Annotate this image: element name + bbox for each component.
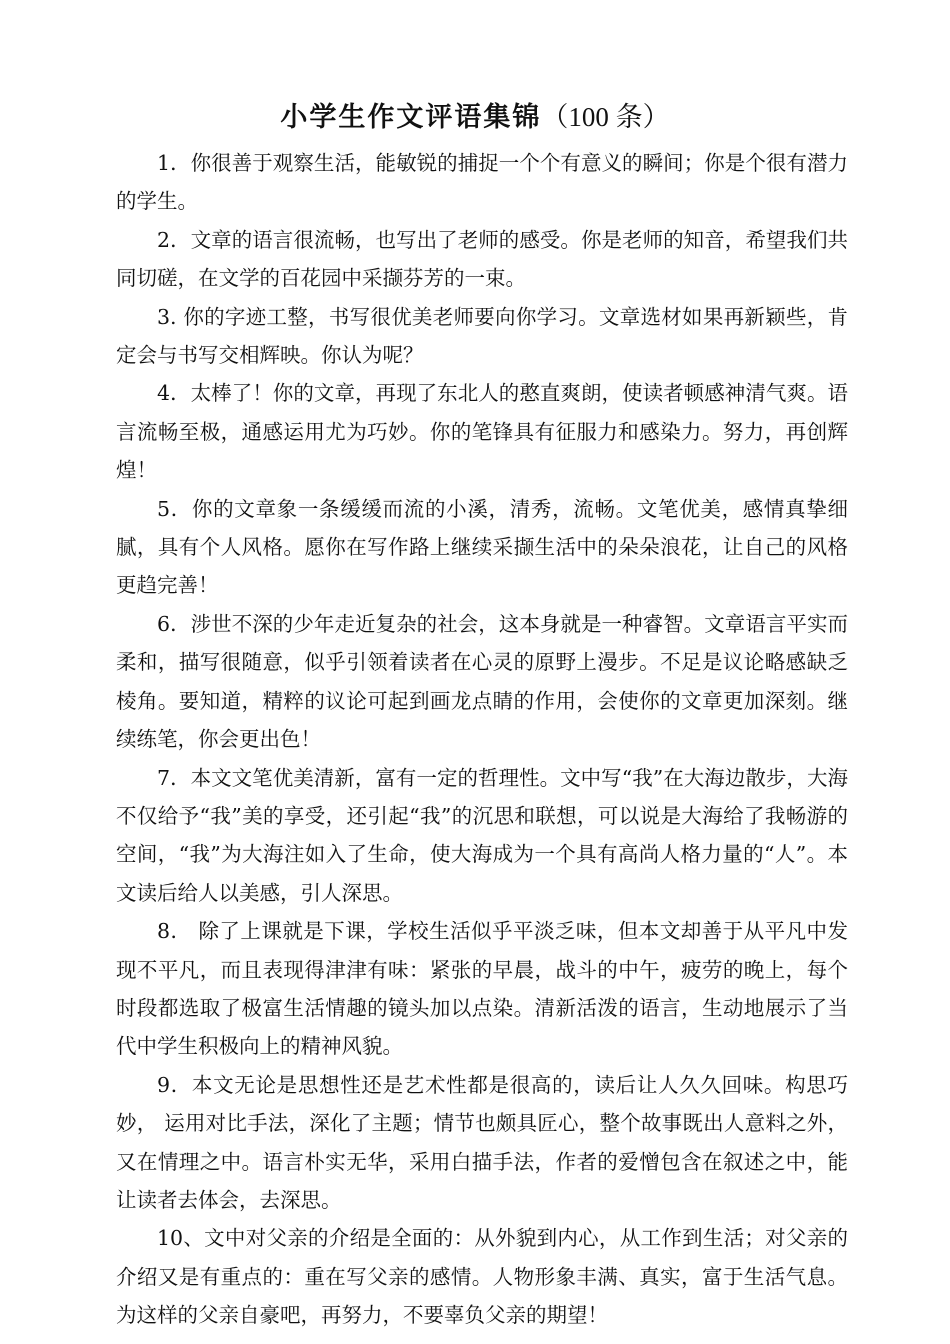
comment-paragraph-10: 10、文中对父亲的介绍是全面的：从外貌到内心，从工作到生活；对父亲的介绍又是有重点的：重在写父亲的感情。人物形象丰满、真实，富于生活气息。为这样的父亲自豪吧，再努力，不要辜负父亲的期望！ bbox=[116, 1226, 848, 1328]
comment-paragraph-6: 6．涉世不深的少年走近复杂的社会，这本身就是一种睿智。文章语言平实而柔和，描写很随意，似乎引领着读者在心灵的原野上漫步。不足是议论略感缺乏棱角。要知道，精粹的议论可起到画龙点睛的作用，会使你的文章更加深刻。继续练笔，你会更出色！ bbox=[116, 611, 848, 752]
title-text: 小学生作文评语集锦 bbox=[280, 102, 542, 133]
comment-paragraph-4: 4．太棒了！你的文章，再现了东北人的憨直爽朗，使读者顿感神清气爽。语言流畅至极，通感运用尤为巧妙。你的笔锋具有征服力和感染力。努力，再创辉煌！ bbox=[116, 381, 848, 483]
comments-list bbox=[116, 144, 848, 1335]
comment-paragraph-1: 1．你很善于观察生活，能敏锐的捕捉一个个有意义的瞬间；你是个很有潜力的学生。 bbox=[116, 151, 848, 214]
document-title bbox=[0, 94, 950, 141]
comment-paragraph-7: 7．本文文笔优美清新，富有一定的哲理性。文中写“我”在大海边散步，大海不仅给予“我”美的享受，还引起“我”的沉思和联想，可以说是大海给了我畅游的空间，“我”为大海注如入了生命，使大海成为一个具有高尚人格力量的“人”。本文读后给人以美感，引人深思。 bbox=[116, 765, 848, 905]
comment-paragraph-2: 2．文章的语言很流畅，也写出了老师的感受。你是老师的知音，希望我们共同切磋，在文学的百花园中采撷芬芳的一束。 bbox=[116, 227, 848, 291]
comment-paragraph-8: 8． 除了上课就是下课，学校生活似乎平淡乏味，但本文却善于从平凡中发现不平凡，而且表现得津津有味：紧张的早晨，战斗的中午，疲劳的晚上，每个时段都选取了极富生活情趣的镜头加以点染。清新活泼的语言，生动地展示了当代中学生积极向上的精神风貌。 bbox=[116, 919, 848, 1059]
comment-paragraph-3: 3. 你的字迹工整，书写很优美老师要向你学习。文章选材如果再新颖些，肯定会与书写交相辉映。你认为呢？ bbox=[116, 304, 848, 368]
title-count: （100 条） bbox=[541, 102, 670, 132]
comment-paragraph-9: 9．本文无论是思想性还是艺术性都是很高的，读后让人久久回味。构思巧妙， 运用对比手法，深化了主题；情节也颇具匠心，整个故事既出人意料之外，又在情理之中。语言朴实无华，采用白描手法，作者的爱憎包含在叙述之中，能让读者去体会，去深思。 bbox=[116, 1072, 848, 1212]
comment-paragraph-5: 5．你的文章象一条缓缓而流的小溪，清秀，流畅。文笔优美，感情真挚细腻，具有个人风格。愿你在写作路上继续采撷生活中的朵朵浪花，让自己的风格更趋完善！ bbox=[116, 496, 848, 598]
